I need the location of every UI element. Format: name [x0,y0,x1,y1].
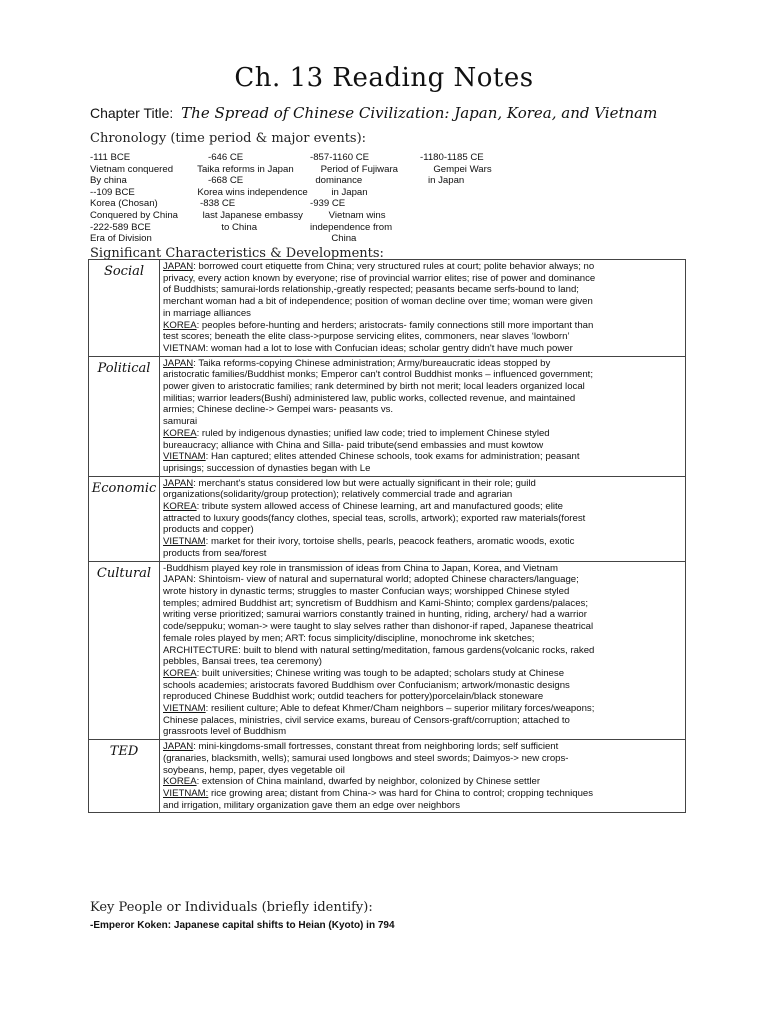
note-line [163,715,682,727]
note-line [163,261,682,273]
region-tag: KOREA [163,667,197,679]
note-line [163,703,682,715]
note-line [163,343,682,355]
note-text: pebbles, Bansai trees, tea ceremony) [163,656,322,668]
note-line [163,308,682,320]
chronology-line: Period of Fujiwara [310,163,398,175]
chronology-line: Vietnam wins [310,209,386,221]
note-line [163,574,682,586]
note-line [163,358,682,370]
chronology-line: Conquered by China [90,209,179,221]
note-text: grassroots level of Buddhism [163,726,287,738]
note-text: reproduced Chinese Buddhist work; outdid teachers for pottery)porcelain/black stoneware [163,691,544,703]
note-text: : borrowed court etiquette from China; very structured rules at court; polite behavior always; no [193,261,595,272]
note-line [163,428,682,440]
category-label: Social [103,264,145,279]
table-row [89,740,686,813]
note-text: power given to aristocratic families; rank determined by birth not merit; local leaders organized local [163,381,585,393]
note-text: female roles played by men; ART: focus simplicity/discipline, monochrome ink sketches; [163,632,535,644]
chronology-line: to China [192,221,258,233]
note-line [163,416,682,428]
chronology-column-4 [420,152,492,187]
chronology-line: dominance [310,175,363,187]
key-people-entry: -Emperor Koken: Japanese capital shifts to Heian (Kyoto) in 794 [90,920,395,931]
note-text: and irrigation, military organization gave them an edge over neighbors [163,799,461,811]
category-cell [89,260,160,357]
note-line [163,741,682,753]
notes-cell [160,476,686,561]
chronology-line: -111 BCE [90,152,131,163]
note-text: in marriage alliances [163,307,251,319]
table-row [89,356,686,476]
chronology-line: -222-589 BCE [90,221,151,233]
chronology-column-2 [192,152,308,233]
note-line [163,463,682,475]
category-cell [89,740,160,813]
note-line [163,524,682,536]
chronology-heading: Chronology (time period & major events): [90,131,367,146]
region-tag: VIETNAM [163,703,206,715]
table-row [89,476,686,561]
note-line [163,320,682,332]
note-text: : resilient culture; Able to defeat Khmer/Cham neighbors – superior military forces/weapons; [205,703,595,715]
note-line [163,633,682,645]
chronology-line: -838 CE [192,198,236,210]
note-line [163,598,682,610]
note-text: (granaries, blacksmith, wells); samurai used longbows and steel swords; Daimyos-> new crops- [163,752,569,764]
note-line [163,451,682,463]
category-label: Cultural [96,565,152,581]
note-text: : peoples before-hunting and herders; aristocrats- family connections still more important than [196,319,594,331]
region-tag: VIETNAM: [163,787,209,799]
note-text: attracted to luxury goods(fancy clothes, special teas, scrolls, artwork); exported raw materials(forest [163,512,586,524]
note-line [163,621,682,633]
chronology-line: Era of Division [90,233,152,245]
table-row [89,561,686,740]
chronology-line: in Japan [420,175,465,187]
note-line [163,776,682,788]
category-label: TED [109,744,139,760]
note-line [163,536,682,548]
note-text: wrote history in dynastic terms; struggles to master Confucian ways; worshipped Chinese styled [163,585,570,597]
chapter-title-label: Chapter Title: [90,105,174,121]
category-cell [89,356,160,476]
chronology-line: Taika reforms in Japan [192,163,294,175]
note-text: code/seppuku; woman-> were taught to slay selves rather than dishonor-if raped, Japanese theatrical [163,621,594,633]
chronology-line: -646 CE [192,152,244,163]
note-text: ARCHITECTURE: built to blend with natural setting/meditation, famous gardens(volcanic rocks, raked [163,644,595,656]
note-line [163,645,682,657]
note-text: products from sea/forest [163,547,267,559]
chronology-column-1 [90,152,178,245]
note-text: temples; admired Buddhist art; syncretism of Buddhism and Kami-Shinto; complex gardens/palaces; [163,597,588,609]
note-line [163,788,682,800]
region-tag: KOREA [163,427,197,439]
note-line [163,393,682,405]
note-text: soybeans, hemp, paper, dyes vegetable oil [163,764,345,776]
notes-cell [160,561,686,740]
note-line [163,273,682,285]
category-cell [89,476,160,561]
note-line [163,753,682,765]
note-line [163,680,682,692]
note-line [163,548,682,560]
chronology-line: -939 CE [310,198,346,210]
note-text: : ruled by indigenous dynasties; unified law code; tried to implement Chinese styled [196,427,550,439]
note-text: -Buddhism played key role in transmission of ideas from China to Japan, Korea, and Vietnam [163,562,558,574]
page-title: Ch. 13 Reading Notes [234,63,534,94]
note-line [163,284,682,296]
note-line [163,656,682,668]
note-line [163,331,682,343]
region-tag: JAPAN [163,741,194,753]
note-text: militias; warrior leaders(Bushi) administered law, public works, collected revenue, and maintained [163,392,576,404]
note-text: uprisings; succession of dynasties began with Le [163,462,371,474]
region-tag: KOREA [163,501,197,513]
chronology-line: last Japanese embassy [192,209,303,221]
note-text: : extension of China mainland, dwarfed by neighbor, colonized by Chinese settler [196,776,541,788]
chronology-line: China [310,233,357,245]
note-text: : market for their ivory, tortoise shells, pearls, peacock feathers, aromatic woods, exotic [205,536,575,548]
note-text: : Han captured; elites attended Chinese schools, took exams for administration; peasant [205,451,580,463]
note-text: samurai [163,416,198,428]
note-text: : built universities; Chinese writing was tough to be adapted; scholars study at Chinese [196,667,565,679]
note-text: JAPAN: Shintoism- view of natural and supernatural world; adopted Chinese characters/language; [163,574,579,586]
note-text: organizations(solidarity/group protection); relatively commercial trade and agrarian [163,489,513,501]
note-text: privacy, every action known by everyone; rise of provincial warrior elites; rise of power and dominance [163,272,596,284]
note-text: schools academies; aristocrats favored Buddhism over Confucianism; artwork/monastic designs [163,679,570,691]
note-line [163,563,682,575]
category-label: Economic [91,480,157,496]
chronology-line: -857-1160 CE [310,152,370,163]
note-line [163,478,682,490]
note-line [163,513,682,525]
note-line [163,800,682,812]
note-line [163,381,682,393]
note-line [163,609,682,621]
note-line [163,369,682,381]
chapter-title-value: The Spread of Chinese Civilization: Japan, Korea, and Vietnam [181,104,658,122]
category-cell [89,561,160,740]
note-text: rice growing area; distant from China-> was hard for China to control; cropping techniques [208,787,594,799]
note-text: aristocratic families/Buddhist monks; Emperor can't control Buddhist monks – influenced government; [163,369,594,381]
chapter-title-row [90,104,657,122]
note-line [163,765,682,777]
note-text: Chinese palaces, ministries, civil service exams, bureau of Censors-graft/corruption; attached to [163,714,570,726]
notes-cell [160,356,686,476]
significant-heading: Significant Characteristics & Developments: [90,246,384,261]
chronology-line: in Japan [310,186,368,198]
note-text: of Buddhists; samurai-lords relationship,-greatly respected; peasants became serfs-bound to land; [163,284,579,296]
note-line [163,501,682,513]
note-text: bureaucracy; alliance with China and Silla- paid tribute(send embassies and must kowtow [163,439,544,451]
note-line [163,296,682,308]
chronology-line: --109 BCE [90,186,135,198]
note-text: : tribute system allowed access of Chinese learning, art and manufactured goods; elite [196,501,563,513]
region-tag: KOREA [163,319,197,331]
note-text: : mini-kingdoms-small fortresses, constant threat from neighboring lords; self sufficient [193,741,559,753]
region-tag: JAPAN [163,357,194,369]
region-tag: KOREA [163,776,197,788]
note-line [163,440,682,452]
chronology-line: -668 CE [192,175,244,187]
note-text: test scores; beneath the elite class->purpose servicing elites, commoners, near slaves ‘lowborn’ [163,331,570,343]
notes-cell [160,740,686,813]
table-row [89,260,686,357]
note-line [163,726,682,738]
note-text: VIETNAM: woman had a lot to lose with Confucian ideas; scholar gentry didn't have much power [163,342,573,354]
key-people-heading: Key People or Individuals (briefly identify): [90,900,373,915]
note-text: writing verse prioritized; samurai warriors constantly trained in hunting, riding, archery/ had a warrior [163,609,587,621]
note-text: armies; Chinese decline-> Gempei wars- peasants vs. [163,404,394,416]
note-line [163,586,682,598]
region-tag: VIETNAM [163,451,206,463]
chronology-column-3 [310,152,398,245]
category-label: Political [97,360,151,376]
characteristics-table [88,259,686,813]
chronology-line: Korea (Chosan) [90,198,158,210]
notes-cell [160,260,686,357]
chronology-line: -1180-1185 CE [420,152,484,163]
region-tag: JAPAN [163,477,194,489]
note-line [163,691,682,703]
chronology-line: Vietnam conquered [90,163,174,175]
region-tag: JAPAN [163,261,194,272]
note-line [163,404,682,416]
chronology-line: Korea wins independence [192,186,308,198]
note-line [163,668,682,680]
note-text: merchant woman had a bit of independence; position of woman decline over time; woman were given [163,296,593,308]
note-text: : merchant's status considered low but were actually significant in their role; guild [193,477,536,489]
note-text: : Taika reforms-copying Chinese administration; Army/bureaucratic ideas stopped by [193,357,551,369]
note-text: products and copper) [163,524,254,536]
chronology-line: independence from [310,221,393,233]
chronology-line: Gempei Wars [420,163,492,175]
region-tag: VIETNAM [163,536,206,548]
note-line [163,489,682,501]
chronology-line: By china [90,175,127,187]
